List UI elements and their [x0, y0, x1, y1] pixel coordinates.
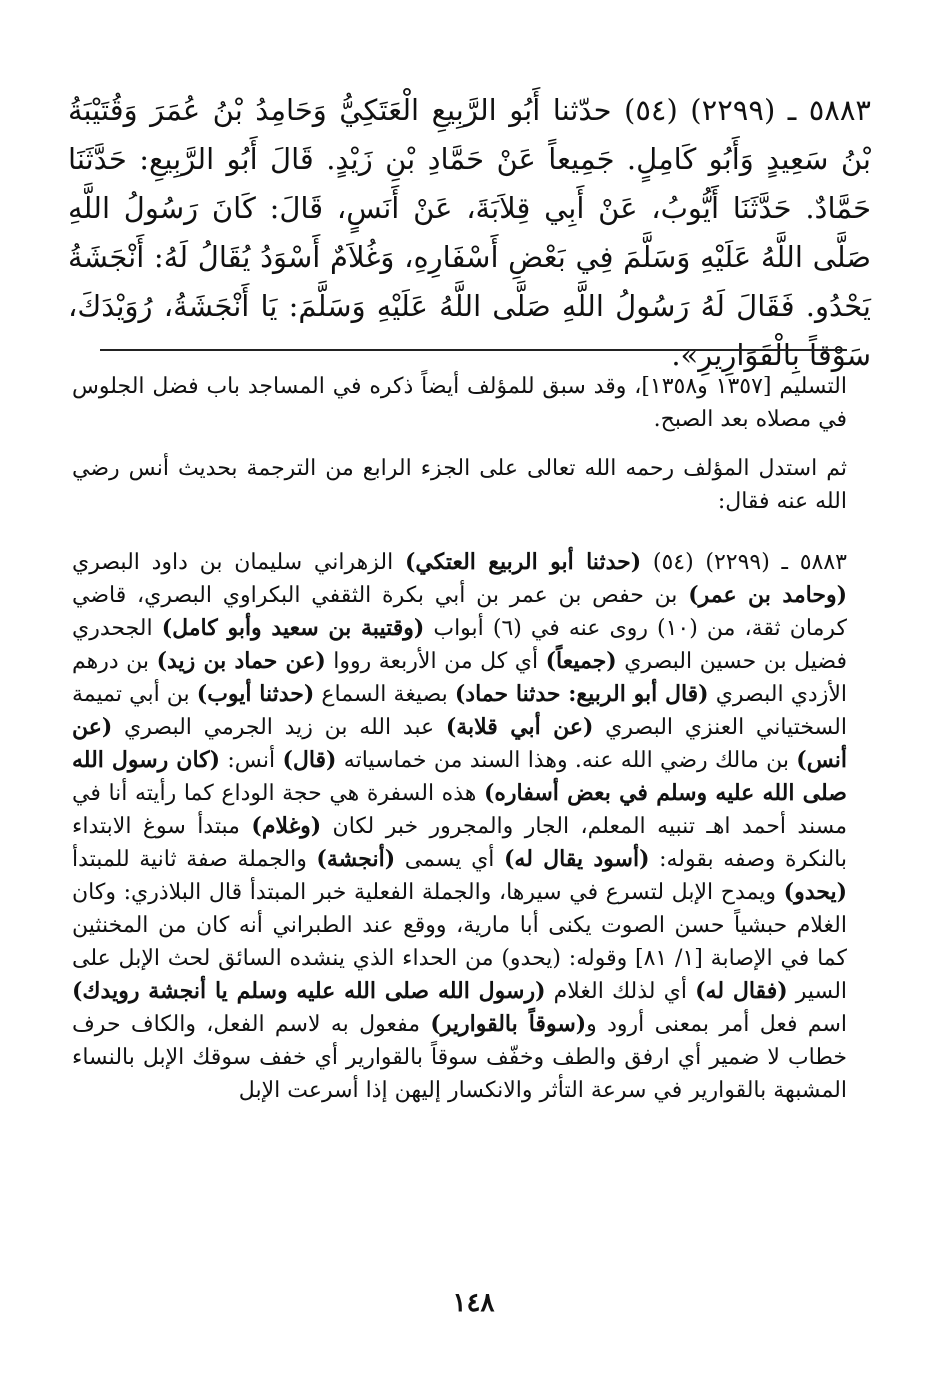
quoted-hadith-segment: (أسود يقال له)	[504, 846, 650, 872]
quoted-hadith-segment: (قال أبو الربيع: حدثنا حماد)	[454, 681, 709, 707]
quoted-hadith-segment: (رسول الله صلى الله عليه وسلم يا أنجشة رويدك)	[72, 978, 546, 1004]
commentary-segment: أي لذلك الغلام	[545, 979, 696, 1004]
commentary-transition-paragraph: ثم استدل المؤلف رحمه الله تعالى على الجزء الرابع من الترجمة بحديث أنس رضي الله عنه فقال:	[72, 456, 847, 514]
commentary-segment: مفعول به لاسم الفعل، والكاف حرف خطاب لا ضمير أي ارفق والطف وخفّف سوقاً بالقوارير أي خفف سوقك الإبل بالنساء المشبهة بالقوارير في سرعة التأثر والانكسار إليهن إذا أسرعت الإبل	[72, 1012, 847, 1103]
section-divider	[100, 349, 847, 351]
commentary-segment: أنس:	[220, 748, 283, 773]
commentary-segment: بصيغة السماع	[314, 682, 455, 707]
commentary-segment: مبتدأ سوغ الابتداء بالنكرة وصفه بقوله:	[72, 814, 847, 872]
commentary-segment: أي يسمى	[395, 847, 505, 872]
quoted-hadith-segment: (أنجشة)	[316, 846, 396, 872]
quoted-hadith-segment: (فقال له)	[695, 978, 788, 1004]
commentary-segment: الجحدري فضيل بن حسين البصري	[72, 616, 847, 674]
commentary-segment: ٥٨٨٣ ـ (٢٢٩٩) (٥٤)	[641, 550, 847, 575]
commentary-intro-paragraph: التسليم [١٣٥٧ و١٣٥٨]، وقد سبق للمؤلف أيضاً ذكره في المساجد باب فضل الجلوس في مصلاه بعد الصبح.	[72, 374, 847, 432]
commentary-segment: بن درهم الأزدي البصري	[72, 649, 848, 707]
quoted-hadith-segment: (قال)	[282, 747, 337, 773]
hadith-paragraph: ٥٨٨٣ ـ (٢٢٩٩) (٥٤) حدّثنا أَبُو الرَّبِيعِ الْعَتَكِيُّ وَحَامِدُ بْنُ عُمَرَ وَقُتَيْبَةُ بْنُ سَعِيدٍ وَأَبُو كَامِلٍ. جَمِيعاً عَنْ حَمَّادِ بْنِ زَيْدٍ. قَالَ أَبُو الرَّبِيعِ: حَدَّثَنَا حَمَّادٌ. حَدَّثَنَا أَيُّوبُ، عَنْ أَبِي قِلاَبَةَ، عَنْ أَنَسٍ، قَالَ: كَانَ رَسُولُ اللَّهِ صَلَّى اللَّهُ عَلَيْهِ وَسَلَّمَ فِي بَعْضِ أَسْفَارِهِ، وَغُلاَمٌ أَسْوَدُ يُقَالُ لَهُ: أَنْجَشَةُ يَحْدُو. فَقَالَ لَهُ رَسُولُ اللَّهِ صَلَّى اللَّهُ عَلَيْهِ وَسَلَّمَ: يَا أَنْجَشَةُ، رُوَيْدَكَ، سَوْقاً بِالْقَوَارِيرِ».	[68, 93, 871, 372]
commentary-segment: عبد الله بن زيد الجرمي البصري	[112, 715, 446, 740]
commentary-block	[72, 370, 847, 1107]
quoted-hadith-segment: (حدثنا أبو الربيع العتكي)	[404, 549, 642, 575]
quoted-hadith-segment: (عن حماد بن زيد)	[156, 648, 326, 674]
quoted-hadith-segment: (كان رسول الله صلى الله عليه وسلم في بعض أسفاره)	[72, 747, 847, 806]
quoted-hadith-segment: (جميعاً)	[545, 648, 617, 674]
commentary-segment: هذه السفرة هي حجة الوداع كما رأيته أنا في مسند أحمد اهـ تنبيه المعلم، الجار والمجرور خبر لكان	[72, 781, 847, 839]
commentary-segment: اسم فعل أمر بمعنى أرود و	[586, 1012, 847, 1037]
hadith-text-block	[68, 86, 871, 380]
quoted-hadith-segment: (وقتيبة بن سعيد وأبو كامل)	[161, 615, 425, 641]
commentary-segment: بن حفص بن عمر بن أبي بكرة الثقفي البكراوي البصري، قاضي كرمان ثقة، من (١٠) روى عنه في (٦) أبواب	[72, 583, 847, 641]
commentary-segment: بن أبي تميمة السختياني العنزي البصري	[72, 682, 847, 740]
commentary-explanation-paragraph	[72, 546, 847, 1107]
quoted-hadith-segment: (سوقاً بالقوارير)	[430, 1011, 587, 1037]
commentary-segment: والجملة صفة ثانية للمبتدأ	[72, 847, 317, 872]
quoted-hadith-segment: (يحدو)	[783, 879, 847, 905]
commentary-segment: الزهراني سليمان بن داود البصري	[72, 550, 405, 575]
quoted-hadith-segment: (وحامد بن عمر)	[688, 582, 848, 608]
commentary-segment: بن مالك رضي الله عنه. وهذا السند من خماسياته	[336, 748, 797, 773]
commentary-segment: ويمدح الإبل لتسرع في سيرها، والجملة الفعلية خبر المبتدأ قال البلاذري: وكان الغلام حبشياً حسن الصوت يكنى أبا مارية، ووقع عند الطبراني أنه كان من المخنثين كما في الإصابة [١/ ٨١] وقوله: (يحدو) من الحداء الذي ينشده السائق لحث الإبل على السير	[72, 880, 848, 1004]
quoted-hadith-segment: (عن أنس)	[72, 714, 847, 773]
quoted-hadith-segment: (حدثنا أيوب)	[196, 681, 315, 707]
page-number: ١٤٨	[452, 1288, 495, 1318]
quoted-hadith-segment: (عن أبي قلابة)	[445, 714, 594, 740]
commentary-segment: أي كل من الأربعة رووا	[325, 649, 546, 674]
quoted-hadith-segment: (وغلام)	[251, 813, 322, 839]
